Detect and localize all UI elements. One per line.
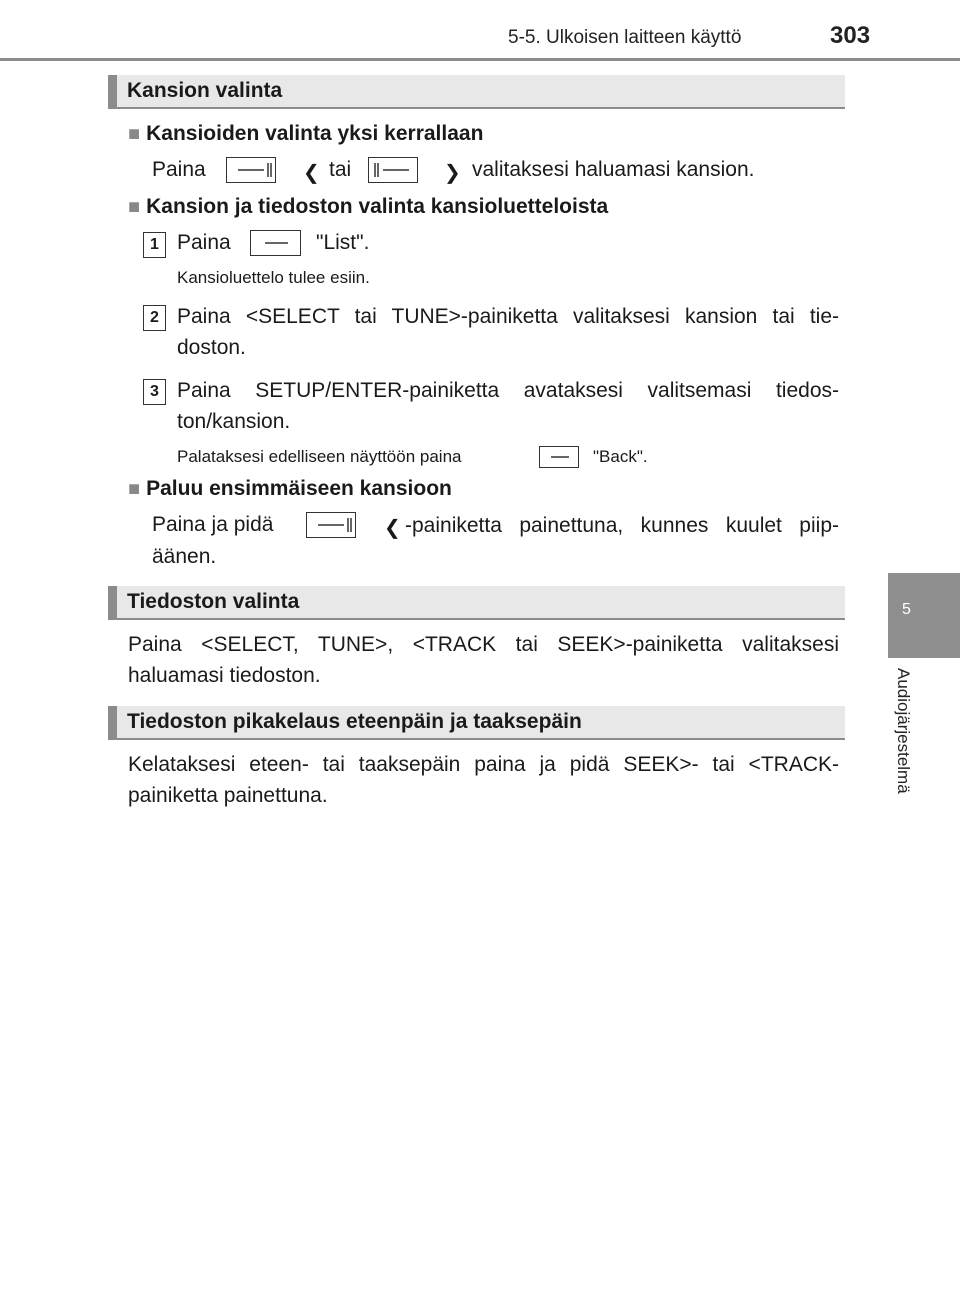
square-bullet-icon: ■ [128, 123, 141, 145]
step-number: 3 [143, 379, 166, 405]
body-text: Kelataksesi eteen- tai taaksepäin paina ja pidä SEEK>- tai <TRACK-painiketta painettuna. [128, 753, 839, 807]
subsection-heading: ■ Kansioiden valinta yksi kerrallaan [128, 122, 484, 145]
square-bullet-icon: ■ [128, 478, 141, 500]
step-note: Palataksesi edelliseen näyttöön paina [177, 447, 462, 466]
subsection-heading: ■ Kansion ja tiedoston valinta kansioluetteloista [128, 195, 609, 218]
chevron-left-icon: ❮ [384, 517, 401, 539]
chapter-label: Audiojärjestelmä [894, 668, 913, 794]
seek-back-button-icon [226, 157, 276, 183]
section-title: Tiedoston valinta [127, 590, 300, 613]
step-text: Paina SETUP/ENTER-painiketta avataksesi valitsemasi tiedos-ton/kansion. [177, 379, 839, 433]
running-header: 5-5. Ulkoisen laitteen käyttö [508, 27, 742, 48]
body-text: tai [329, 158, 352, 181]
body-text: Paina <SELECT, TUNE>, <TRACK tai SEEK>-painiketta valitaksesi haluamasi tiedoston. [128, 633, 839, 687]
chapter-tab [888, 573, 960, 658]
chevron-left-icon: ❮ [303, 162, 320, 184]
section-title: Tiedoston pikakelaus eteenpäin ja taaksepäin [127, 710, 582, 733]
step-text: Paina <SELECT tai TUNE>-painiketta valitaksesi kansion tai tie-doston. [177, 305, 839, 359]
step-text: "List". [316, 231, 370, 254]
body-text: valitaksesi haluamasi kansion. [472, 158, 755, 181]
chevron-right-icon: ❯ [444, 162, 461, 184]
seek-forward-button-icon [368, 157, 418, 183]
body-text: -painiketta painettuna, kunnes kuulet piip-äänen. [152, 514, 839, 568]
softkey-button-icon [539, 446, 579, 468]
step-text: Paina [177, 231, 231, 254]
softkey-button-icon [250, 230, 301, 256]
square-bullet-icon: ■ [128, 196, 141, 218]
body-text: Paina [152, 158, 206, 181]
page-number: 303 [830, 22, 871, 49]
step-note: "Back". [593, 447, 648, 466]
step-number: 1 [143, 232, 166, 258]
section-heading-bar [108, 75, 845, 109]
section-title: Kansion valinta [127, 79, 283, 102]
section-heading-bar [108, 586, 845, 620]
section-heading-bar [108, 706, 845, 740]
subsection-heading: ■ Paluu ensimmäiseen kansioon [128, 477, 452, 500]
header-rule [0, 58, 960, 61]
step-number: 2 [143, 305, 166, 331]
chapter-number: 5 [902, 601, 911, 618]
body-text: Paina ja pidä [152, 513, 274, 536]
step-note: Kansioluettelo tulee esiin. [177, 268, 370, 287]
